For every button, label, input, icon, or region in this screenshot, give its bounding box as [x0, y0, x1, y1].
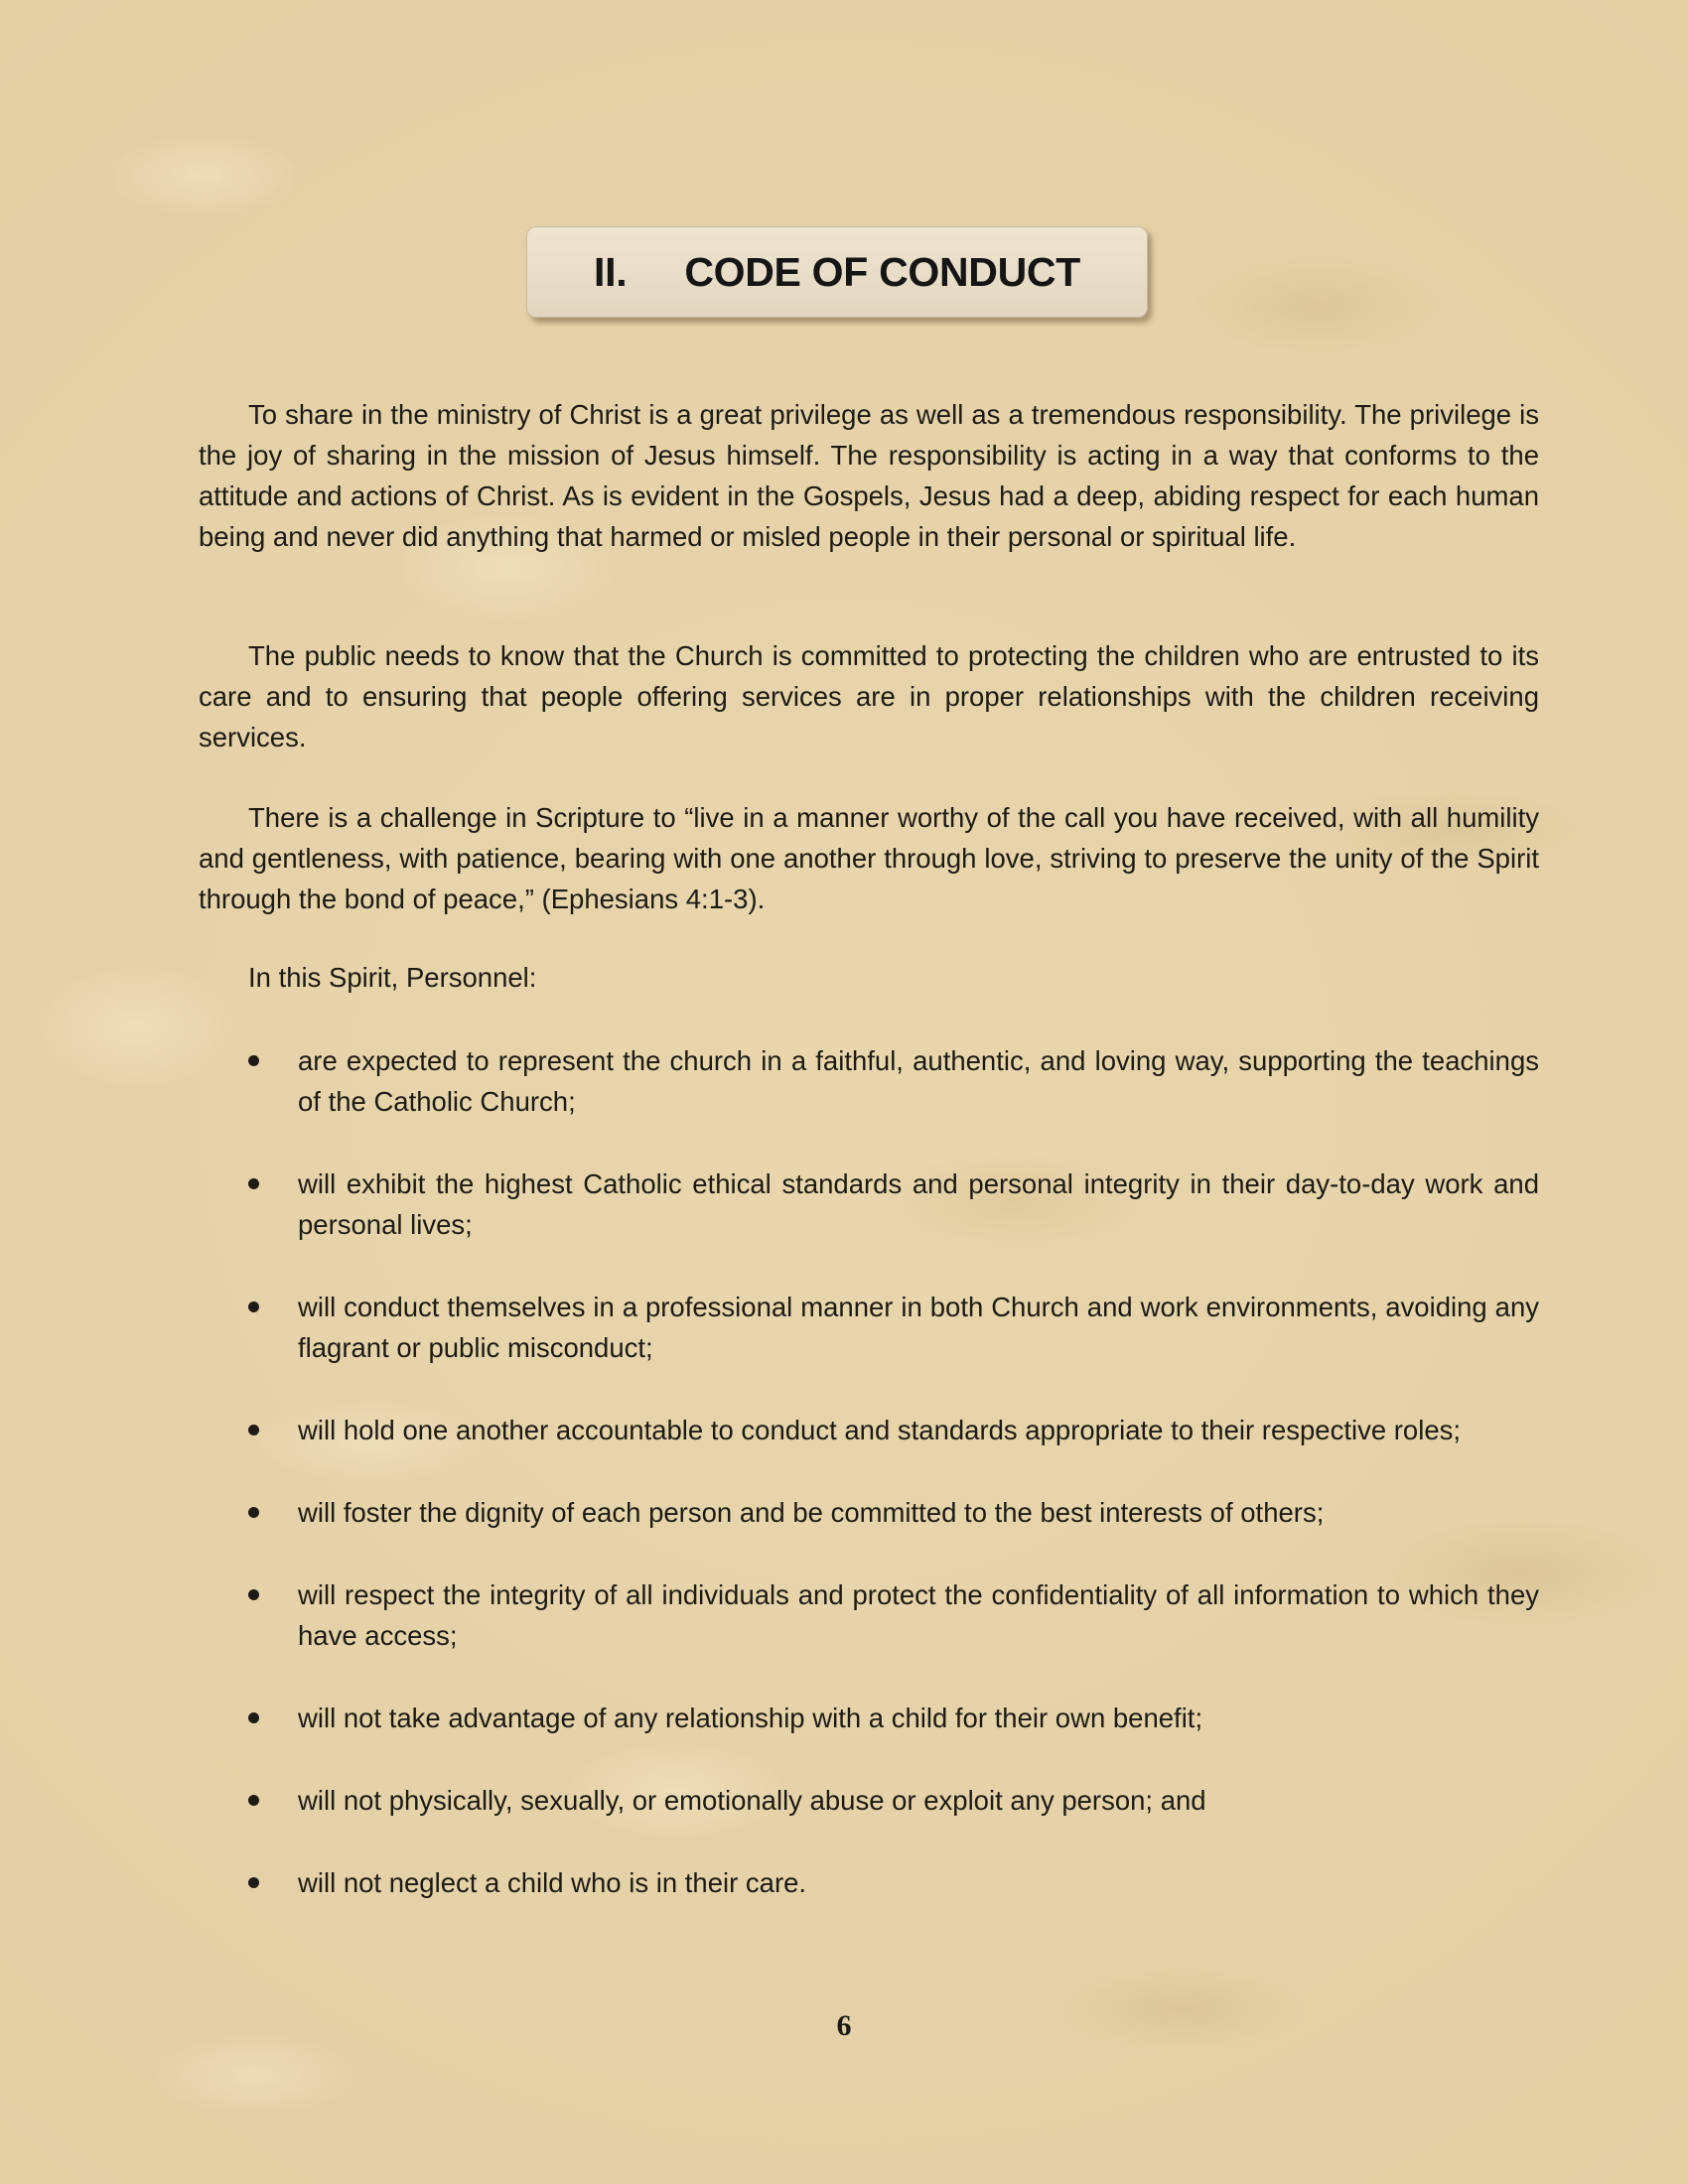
bullet-icon — [248, 1712, 259, 1723]
list-item — [248, 1163, 1539, 1245]
list-item — [248, 1780, 1539, 1821]
list-item — [248, 1040, 1539, 1122]
page-number: 6 — [836, 2009, 852, 2042]
paragraph-public — [199, 635, 1539, 757]
bullet-icon — [248, 1877, 259, 1888]
bullet-intro: In this Spirit, Personnel: — [248, 962, 537, 993]
list-item — [248, 1410, 1539, 1450]
list-item-text: will conduct themselves in a professional manner in both Church and work environments, avoiding any flagrant or public misconduct; — [298, 1292, 1539, 1363]
bullet-icon — [248, 1425, 259, 1435]
section-heading-box — [526, 226, 1148, 318]
paragraph-text: There is a challenge in Scripture to “live in a manner worthy of the call you have received, with all humility and gentleness, with patience, bearing with one another through love, striving to preserve the unity of the Spirit through the bond of peace,” (Ephesians 4:1-3). — [199, 802, 1539, 914]
bullet-icon — [248, 1589, 259, 1600]
list-item-text: will respect the integrity of all individuals and protect the confidentiality of all information to which they have access; — [298, 1579, 1539, 1651]
paragraph-ministry — [199, 394, 1539, 557]
list-item-text: will not physically, sexually, or emotionally abuse or exploit any person; and — [298, 1785, 1206, 1816]
list-item-text: will hold one another accountable to conduct and standards appropriate to their respective roles; — [298, 1415, 1462, 1445]
list-item — [248, 1862, 1539, 1903]
list-item — [248, 1574, 1539, 1656]
bullet-icon — [248, 1055, 259, 1066]
bullet-icon — [248, 1301, 259, 1312]
paragraph-text: The public needs to know that the Church is committed to protecting the children who are entrusted to its care and to ensuring that people offering services are in proper relationships with the children receiving services. — [199, 640, 1539, 752]
list-item — [248, 1287, 1539, 1368]
list-item-text: will not neglect a child who is in their care. — [298, 1867, 807, 1898]
section-number: II. — [594, 248, 628, 295]
bullet-icon — [248, 1795, 259, 1806]
bullet-icon — [248, 1178, 259, 1189]
bullet-icon — [248, 1507, 259, 1518]
paragraph-scripture — [199, 797, 1539, 919]
list-item-text: are expected to represent the church in a faithful, authentic, and loving way, supporting the teachings of the Catholic Church; — [298, 1045, 1539, 1117]
list-item — [248, 1492, 1539, 1533]
list-item-text: will not take advantage of any relationship with a child for their own benefit; — [298, 1703, 1203, 1733]
list-item-text: will exhibit the highest Catholic ethical standards and personal integrity in their day-to-day work and personal lives; — [298, 1168, 1539, 1240]
paragraph-text: To share in the ministry of Christ is a great privilege as well as a tremendous responsibility. The privilege is the joy of sharing in the mission of Jesus himself. The responsibility is acting in a way that conforms to the attitude and actions of Christ. As is evident in the Gospels, Jesus had a deep, abiding respect for each human being and never did anything that harmed or misled people in their personal or spiritual life. — [199, 399, 1539, 552]
list-item — [248, 1698, 1539, 1738]
list-item-text: will foster the dignity of each person and be committed to the best interests of others; — [298, 1497, 1325, 1528]
section-title: CODE OF CONDUCT — [684, 248, 1080, 295]
conduct-list — [248, 1040, 1539, 1945]
